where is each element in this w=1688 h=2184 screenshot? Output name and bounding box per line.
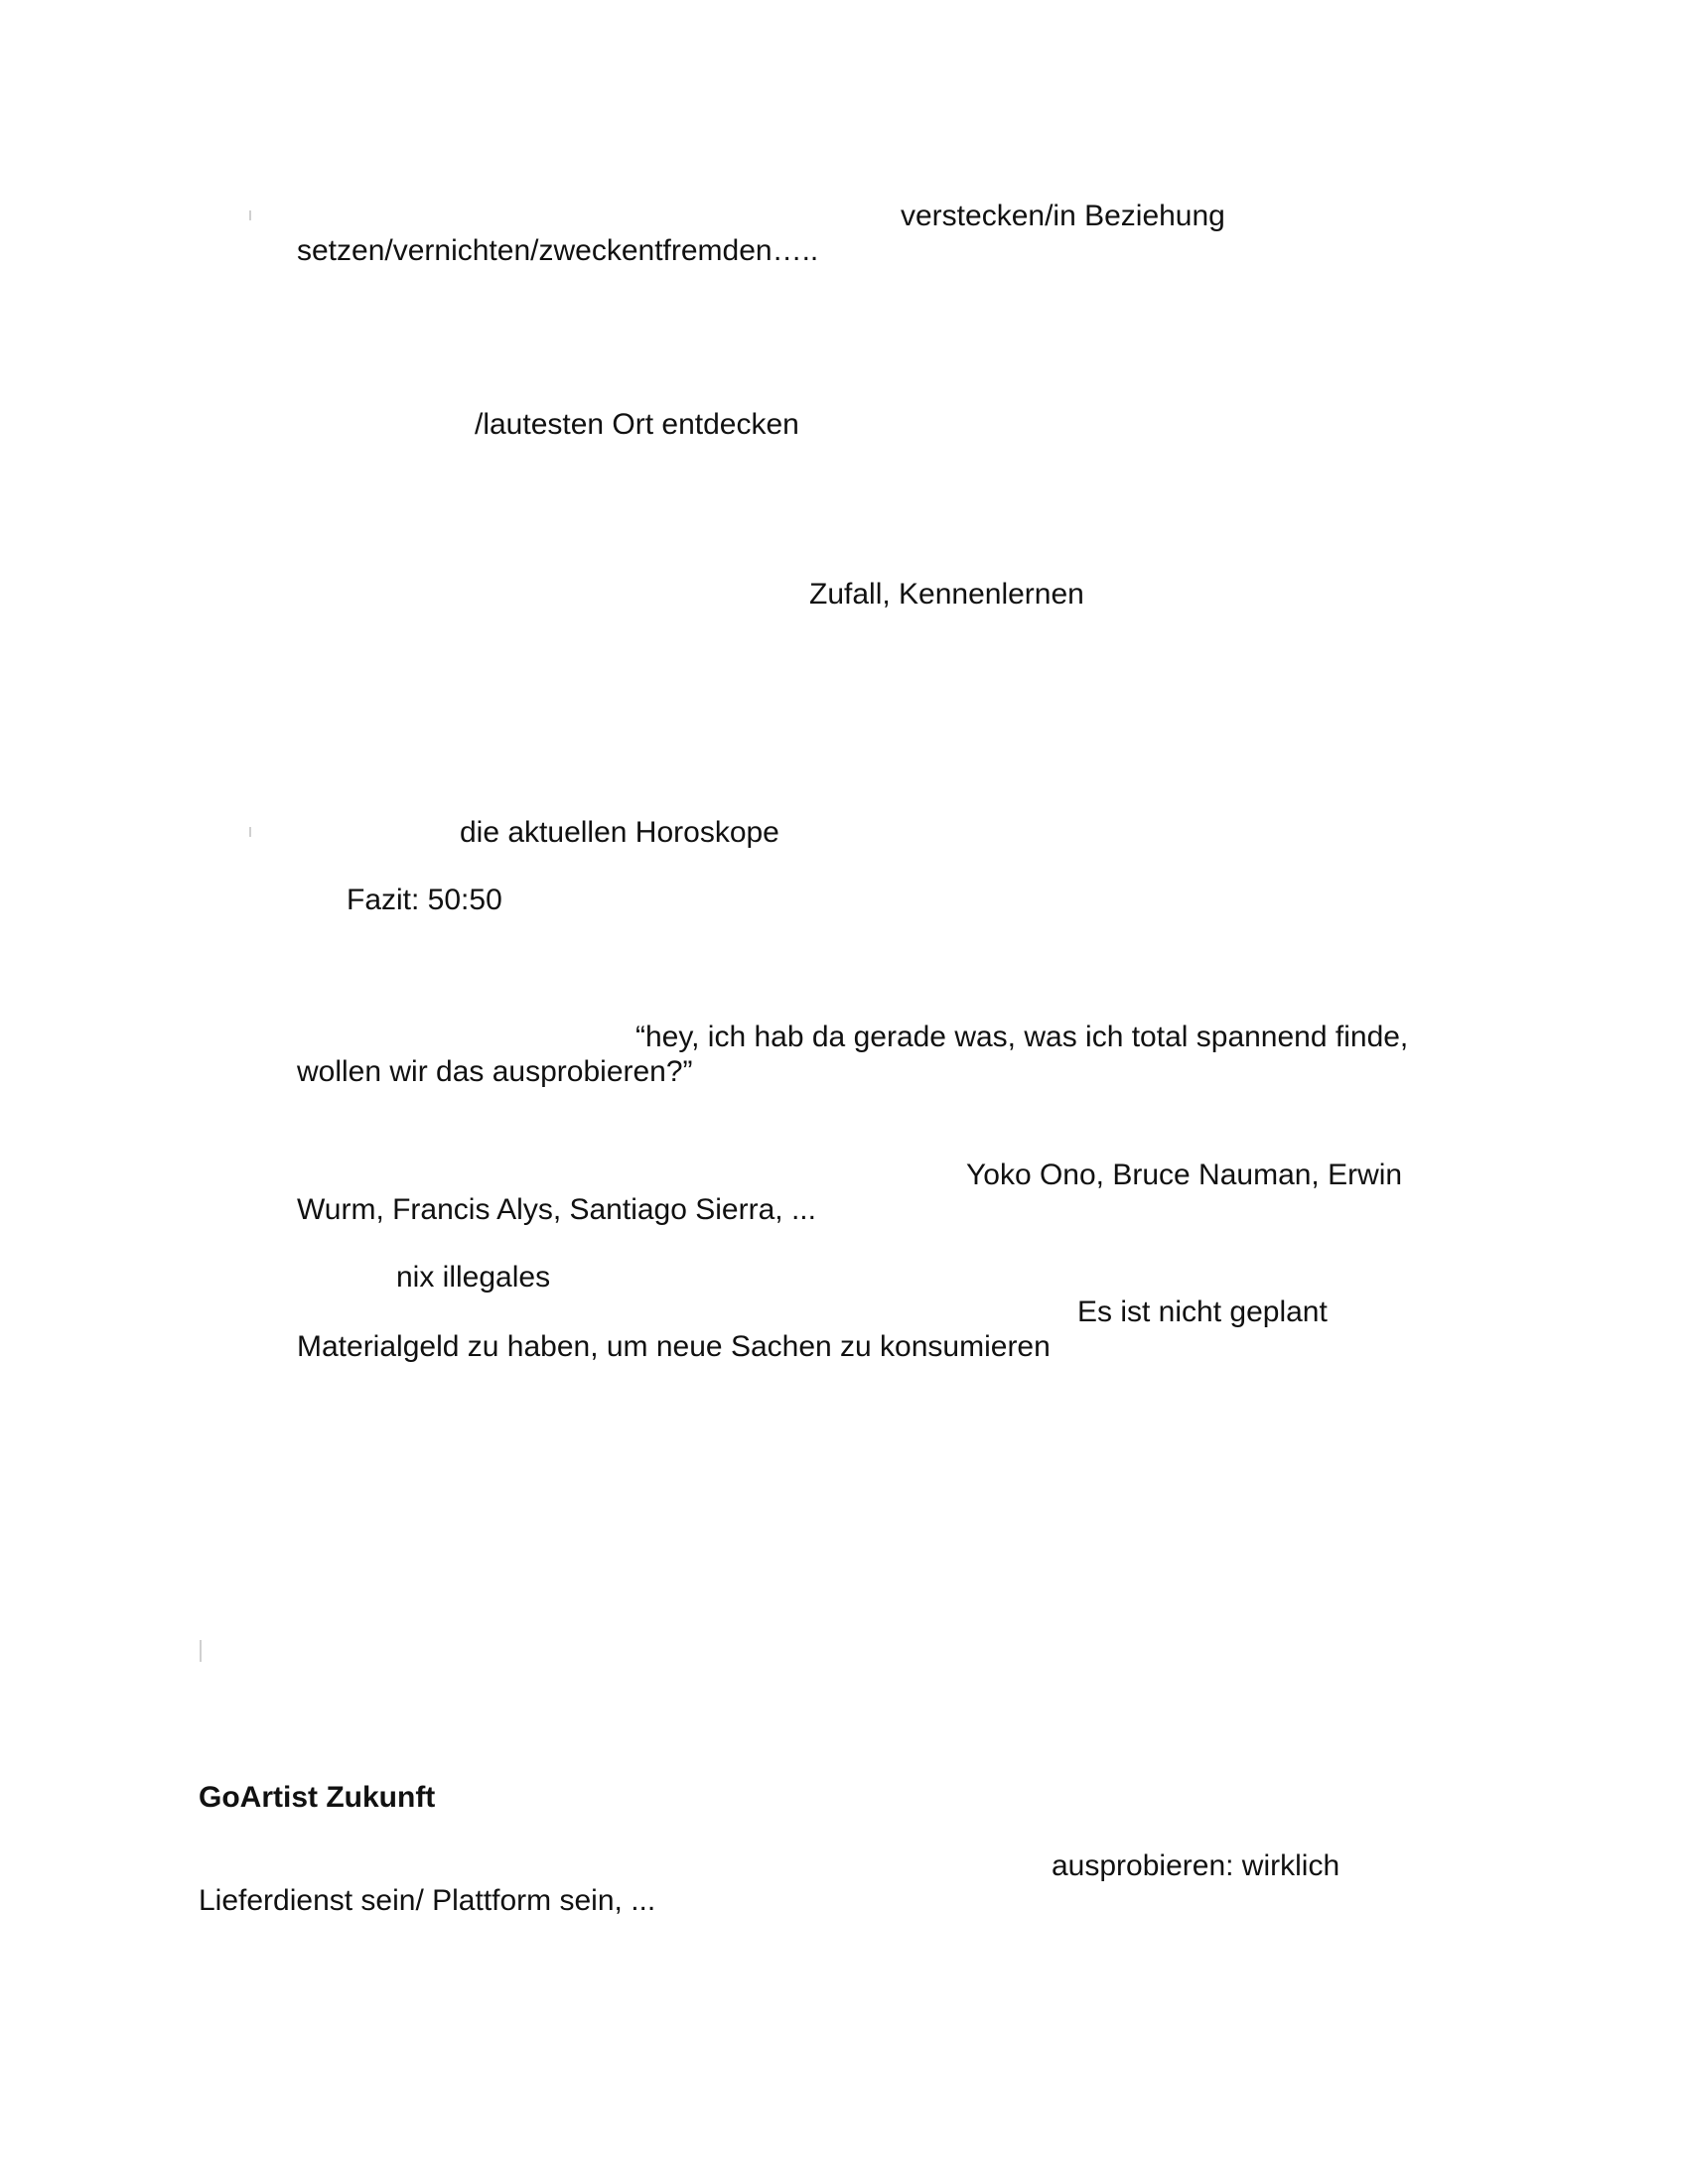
text-line: Es ist nicht geplant (1077, 1296, 1328, 1328)
scan-mark (249, 827, 251, 837)
text-line: /lautesten Ort entdecken (475, 408, 799, 441)
text-line: Materialgeld zu haben, um neue Sachen zu konsumieren (297, 1330, 1051, 1363)
text-line: Wurm, Francis Alys, Santiago Sierra, ... (297, 1193, 816, 1226)
text-line: setzen/vernichten/zweckentfremden….. (297, 234, 819, 267)
text-line: verstecken/in Beziehung (901, 200, 1225, 232)
text-line: Lieferdienst sein/ Plattform sein, ... (199, 1884, 656, 1917)
text-line: Fazit: 50:50 (347, 884, 502, 916)
text-line: Zufall, Kennenlernen (809, 578, 1084, 611)
text-line: ausprobieren: wirklich (1052, 1849, 1340, 1882)
text-line: nix illegales (396, 1261, 551, 1294)
scan-mark (200, 1640, 202, 1662)
text-line: die aktuellen Horoskope (460, 816, 779, 849)
text-line: “hey, ich hab da gerade was, was ich total spannend finde, (635, 1021, 1409, 1053)
section-heading: GoArtist Zukunft (199, 1781, 436, 1814)
text-line: Yoko Ono, Bruce Nauman, Erwin (966, 1159, 1403, 1191)
scan-mark (249, 210, 251, 220)
text-line: wollen wir das ausprobieren?” (297, 1055, 693, 1088)
